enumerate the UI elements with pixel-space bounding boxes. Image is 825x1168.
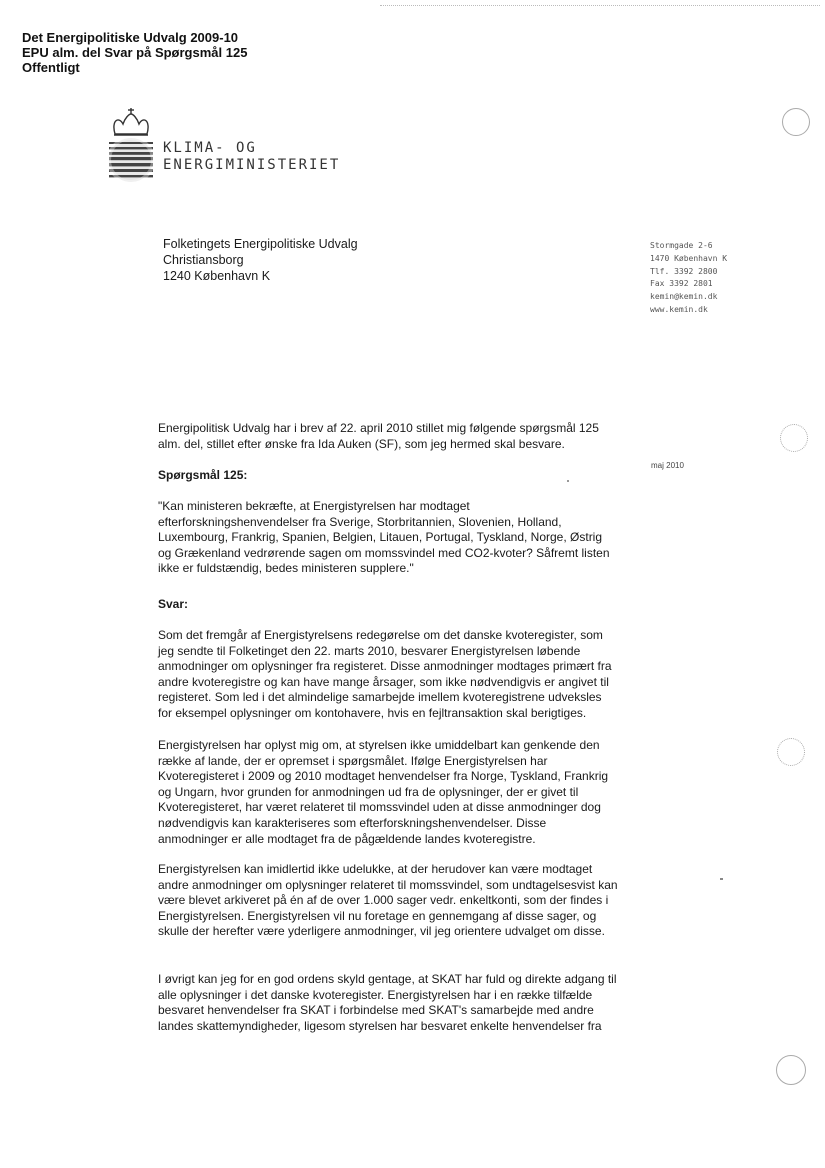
ministry-name <box>163 140 340 174</box>
header-status: Offentligt <box>22 60 80 75</box>
punch-hole <box>776 1055 806 1085</box>
sender-web: www.kemin.dk <box>650 304 708 314</box>
punch-hole <box>777 738 805 766</box>
question-heading: Spørgsmål 125: <box>158 468 248 482</box>
ministry-name-line2: ENERGIMINISTERIET <box>163 157 341 173</box>
sender-city: 1470 København K <box>650 253 728 263</box>
recipient-name: Folketingets Energipolitiske Udvalg <box>163 237 358 251</box>
sender-phone: Tlf. 3392 2800 <box>650 266 718 276</box>
answer-paragraph-4: I øvrigt kan jeg for en god ordens skyld gentage, at SKAT har fuld og direkte adgang til alle oplysninger i det danske kvoteregister. Energistyrelsen har i en række tilfælde besvaret henvendelser fra SKAT i forbindelse med SKAT's samarbejde med andre landes skattemyndigheder, ligesom styrelsen har besvaret enkelte henvendelser fra <box>158 972 617 1033</box>
answer-paragraph-1: Som det fremgår af Energistyrelsens redegørelse om det danske kvoteregister, som jeg sendte til Folketinget den 22. marts 2010, besvarer Energistyrelsen løbende anmodninger om oplysninger fra registeret. Disse anmodninger modtages primært fra andre kvoteregistre og kan have mange årsager, som ikke nødvendigvis er angivet til registeret. Som led i det almindelige samarbejde imellem kvoteregistrene udveksles for eksempel oplysninger om kontohavere, hvis en fejltransaktion skal berigtiges. <box>158 628 612 720</box>
globe-icon <box>109 138 153 182</box>
intro-paragraph: Energipolitisk Udvalg har i brev af 22. april 2010 stillet mig følgende spørgsmål 125 alm. del, stillet efter ønske fra Ida Auken (SF), som jeg hermed skal besvare. <box>158 421 599 451</box>
answer-paragraph-3: Energistyrelsen kan imidlertid ikke udelukke, at der herudover kan være modtaget andre anmodninger om oplysninger relateret til momssvindel, som undtagelsesvist kan være blevet arkiveret på én af de over 1.000 sager vedr. enkeltkonti, som der findes i Energistyrelsen. Energistyrelsen vil nu foretage en gennemgang af disse sager, og skulle der herefter være yderligere anmodninger, vil jeg orientere udvalget om disse. <box>158 862 618 939</box>
recipient-postcode: 1240 København K <box>163 269 271 283</box>
recipient-building: Christiansborg <box>163 253 244 267</box>
recipient-address <box>163 236 358 284</box>
sender-address <box>650 240 727 317</box>
sender-street: Stormgade 2-6 <box>650 241 713 250</box>
ministry-name-line1: KLIMA- OG <box>163 140 257 156</box>
question-text: "Kan ministeren bekræfte, at Energistyrelsen har modtaget efterforskningshenvendelser fra Sverige, Storbritannien, Slovenien, Holland, Luxembourg, Frankrig, Spanien, Belgien, Litauen, Portugal, Tyskland, Norge, Østrig og Grækenland vedrørende sagen om momssvindel med CO2-kvoter? Såfremt listen ikke er fuldstændig, bedes ministeren supplere." <box>158 499 610 576</box>
answer-paragraph-2: Energistyrelsen har oplyst mig om, at styrelsen ikke umiddelbart kan genkende den række af lande, der er opremset i spørgsmålet. Ifølge Energistyrelsen har Kvoteregisteret i 2009 og 2010 modtaget henvendelser fra Norge, Tyskland, Frankrig og Ungarn, hvor grunden for anmodningen ud fra de oplysninger, der er givet til Kvoteregisteret, har været relateret til momssvindel uden at disse anmodninger dog nødvendigvis kan karakteriseres som efterforskningshenvendelser. Disse anmodninger er alle modtaget fra de pågældende landes kvoteregistre. <box>158 738 609 846</box>
letter-date: maj 2010 <box>651 461 684 470</box>
answer-heading: Svar: <box>158 597 189 611</box>
header-committee: Det Energipolitiske Udvalg 2009-10 <box>22 30 239 45</box>
sender-fax: Fax 3392 2801 <box>650 279 713 289</box>
sender-email: kemin@kemin.dk <box>650 292 718 302</box>
scan-speck <box>720 878 723 880</box>
punch-hole <box>780 424 808 452</box>
header-reference: EPU alm. del Svar på Spørgsmål 125 <box>22 45 248 60</box>
document-header <box>22 30 247 75</box>
punch-hole <box>782 108 810 136</box>
scan-top-border <box>380 5 820 6</box>
crown-icon <box>114 108 148 135</box>
